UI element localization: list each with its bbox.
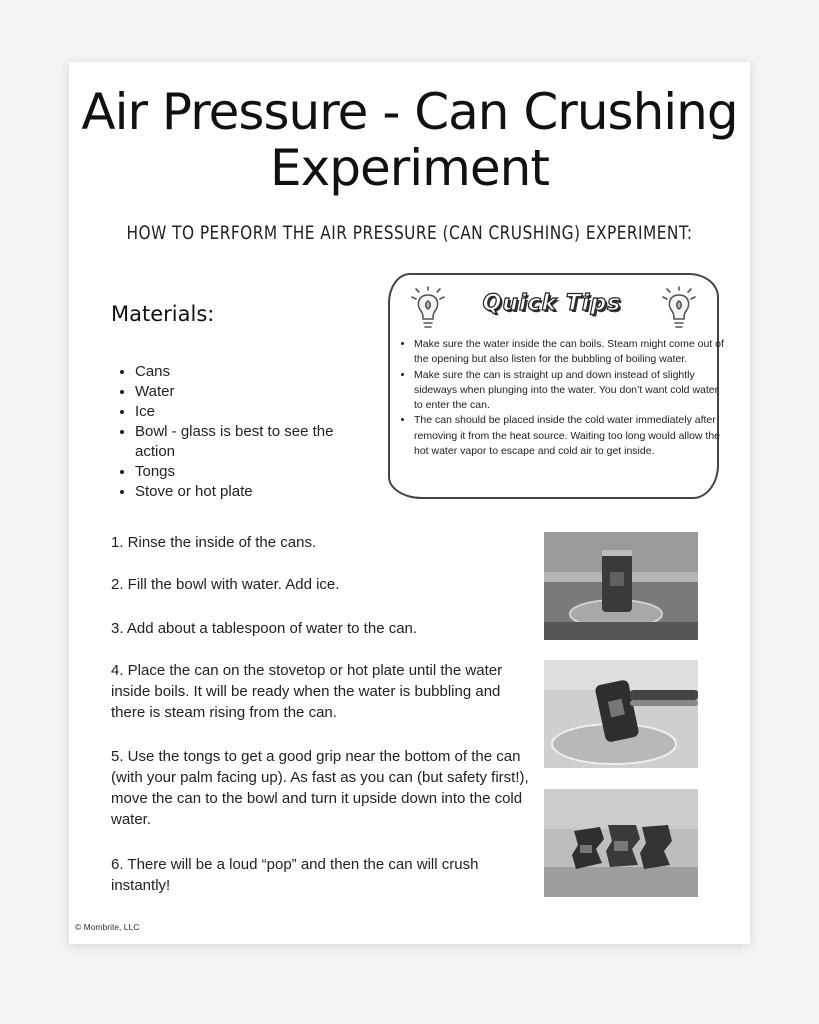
list-item: • Tongs: [135, 462, 345, 482]
page-subtitle: HOW TO PERFORM THE AIR PRESSURE (CAN CRUSHING) EXPERIMENT:: [126, 222, 693, 244]
lightbulb-icon: [408, 285, 448, 333]
photo-tongs-can: [544, 660, 698, 768]
lightbulb-icon: [659, 285, 699, 333]
list-item: • The can should be placed inside the cold water immediately after removing it from the heat source. Waiting too long would allow the hot water vapor to escape and cold air to get inside.: [414, 413, 726, 459]
photo-tongs-can-image: [544, 660, 698, 768]
step-6: 6. There will be a loud “pop” and then the can will crush instantly!: [111, 856, 479, 894]
step-4: 4. Place the can on the stovetop or hot plate until the water inside boils. It will be ready when the water is bubbling and there is steam rising from the can.: [111, 662, 503, 721]
list-item: • Bowl - glass is best to see the action: [135, 422, 345, 462]
photo-crushed-cans: [544, 789, 698, 897]
quick-tips-list: [396, 337, 726, 459]
page-title: Air Pressure - Can Crushing Experiment: [81, 83, 738, 197]
list-item: • Ice: [135, 402, 345, 422]
step-5: 5. Use the tongs to get a good grip near the bottom of the can (with your palm facing up). As fast as you can (but safety first!), move the can to the bowl and turn it upside down into the cold water.: [111, 748, 529, 828]
materials-list: [115, 362, 345, 502]
step-1: 1. Rinse the inside of the cans.: [111, 534, 317, 551]
photo-crushed-cans-image: [544, 789, 698, 897]
photo-can-in-bowl: [544, 532, 698, 640]
list-item: • Cans: [135, 362, 345, 382]
copyright-footer: © Mombrite, LLC: [75, 922, 140, 932]
list-item: • Stove or hot plate: [135, 482, 345, 502]
list-item: • Make sure the can is straight up and down instead of slightly sideways when plunging into the water. You don’t want cold water to enter the can.: [414, 368, 726, 414]
list-item: • Make sure the water inside the can boils. Steam might come out of the opening but also listen for the bubbling of boiling water.: [414, 337, 726, 368]
photo-can-in-bowl-image: [544, 532, 698, 640]
step-3: 3. Add about a tablespoon of water to the can.: [111, 620, 418, 637]
materials-heading: Materials:: [111, 302, 215, 326]
list-item: • Water: [135, 382, 345, 402]
quick-tips-box: [388, 273, 724, 499]
step-2: 2. Fill the bowl with water. Add ice.: [111, 576, 340, 593]
quick-tips-title: Quick Tips: [482, 291, 622, 316]
worksheet-page: [69, 62, 750, 944]
